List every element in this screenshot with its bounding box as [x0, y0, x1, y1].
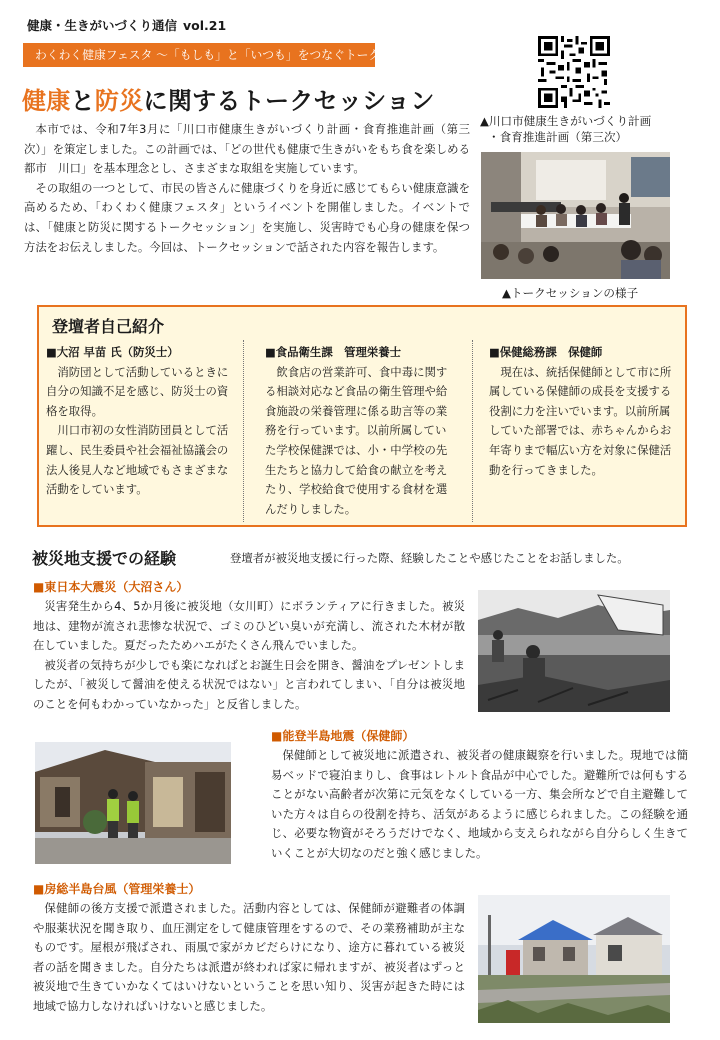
- section-title-boso: ■房総半島台風（管理栄養士）: [33, 882, 201, 896]
- section-body-boso: [33, 899, 465, 1017]
- qr-caption-line-1: ▲川口市健康生きがいづくり計画: [480, 114, 652, 128]
- title-health: 健康: [22, 87, 71, 115]
- noto-photo: [35, 742, 231, 864]
- intro-text: [24, 120, 470, 257]
- volume-number: vol.21: [183, 18, 227, 33]
- profile-body-onuma-2: 川口市初の女性消防団員として活躍し、民生委員や社会福祉協議会の法人後見人など地域でもさまざまな活動をしています。: [46, 423, 229, 497]
- boso-photo: [478, 895, 670, 1023]
- title-bousai: 防災: [94, 87, 144, 115]
- section-body-boso-1: 保健師の後方支援で派遣されました。活動内容としては、保健師が避難者の体調や服薬状況を聞き取り、血圧測定をして健康管理をするので、その業務補助が主なものです。屋根が飛ばされ、雨風で家がカビだらけになり、途方に暮れている被災者の話を聞きました。自分たちは派遣が終われば家に帰れますが、被災者はずっと被災地で生きていかなくてはいけないということを思い知り、災害が起きた時には地域で協力しなければいけないと感じました。: [33, 901, 465, 1013]
- section-title-noto: ■能登半島地震（保健師）: [271, 729, 415, 743]
- page-title: [22, 81, 435, 116]
- talk-session-caption: ▲トークセッションの様子: [502, 286, 639, 300]
- profile-column-nurse: [489, 343, 677, 480]
- profile-title: 登壇者自己紹介: [52, 317, 165, 336]
- section-body-higashinihon: [33, 597, 465, 715]
- qr-code[interactable]: [538, 36, 610, 108]
- section-body-noto: [271, 746, 688, 864]
- profile-divider-1: [243, 340, 244, 522]
- newsletter-title: [27, 16, 226, 34]
- experience-intro: 登壇者が被災地支援に行った際、経験したことや感じたことをお話しました。: [230, 551, 629, 565]
- section-body-noto-1: 保健師として被災地に派遣され、被災者の健康観察を行いました。現地では簡易ベッドで寝泊まりし、食事はレトルト食品が中心でした。避難所では何もすることがない高齢者が次第に元気をなくしている一方、集会所などで自主避難していた方々は自らの役割を持ち、活気があるように感じられました。この経験を通じ、必要な物資がそろうだけでなく、地域から支えられながら自分らしく生きていくことが大切なのだと強く感じました。: [271, 748, 688, 860]
- profile-column-onuma: [46, 343, 234, 500]
- title-to: と: [70, 87, 95, 115]
- title-rest: に関するトークセッション: [143, 87, 435, 115]
- experience-title: 被災地支援での経験: [32, 549, 177, 568]
- profile-body-onuma-1: 消防団として活動しているときに自分の知識不足を感じ、防災士の資格を取得。: [46, 364, 229, 418]
- profile-head-nurse: ■保健総務課 保健師: [489, 345, 603, 359]
- qr-caption: [480, 113, 651, 145]
- profile-body-nurse: 現在は、統括保健師として市に所属している保健師の成長を支援する役割に力を注いでいます。以前所属していた部署では、赤ちゃんからお年寄りまで幅広い方を対象に保健活動を行ってきました。: [489, 364, 672, 477]
- event-banner: わくわく健康フェスタ 〜「もしも」と「いつも」をつなぐトーク〜: [23, 43, 375, 67]
- talk-session-photo: [481, 152, 670, 279]
- qr-caption-line-2: ・食育推進計画（第三次）: [488, 130, 628, 144]
- section-body-higashinihon-2: 被災者の気持ちが少しでも楽になればとお誕生日会を開き、醤油をプレゼントしましたが、「被災して醤油を使える状況ではない」と言われてしまい、「自分は被災地のことを何もわかっていなかった」と反省しました。: [33, 657, 465, 711]
- profile-body-nutritionist: 飲食店の営業許可、食中毒に関する相談対応など食品の衛生管理や給食施設の栄養管理に係る助言等の業務を行っています。以前所属していた学校保健課では、小・中学校の先生たちと協力して給食の献立を考えたり、学校給食で使用する食材を選んだりしました。: [265, 364, 448, 516]
- newsletter-name: 健康・生きがいづくり通信: [27, 18, 178, 33]
- intro-paragraph-1: 本市では、令和7年3月に「川口市健康生きがいづくり計画・食育推進計画（第三次）」を策定しました。この計画では、「どの世代も健康で生きがいをもち食を楽しめる都市 川口」を基本理念とし、さまざまな取組を実施しています。: [24, 122, 470, 176]
- section-title-higashinihon: ■東日本大震災（大沼さん）: [33, 580, 189, 594]
- section-body-higashinihon-1: 災害発生から4、5か月後に被災地（女川町）にボランティアに行きました。被災地は、建物が流され悲惨な状況で、ゴミのひどい臭いが充満し、流された木材が散在していました。夏だったためハエがたくさん飛んでいました。: [33, 599, 465, 653]
- intro-paragraph-2: その取組の一つとして、市民の皆さんに健康づくりを身近に感じてもらい健康意識を高めるため、「わくわく健康フェスタ」というイベントを開催しました。イベントでは、「健康と防災に関するトークセッション」を実施し、災害時でも心身の健康を保つ方法をお伝えしました。今回は、トークセッションで話された内容を報告します。: [24, 180, 470, 254]
- volunteer-photo: [478, 590, 670, 712]
- profile-head-nutritionist: ■食品衛生課 管理栄養士: [265, 345, 402, 359]
- profile-divider-2: [472, 340, 473, 522]
- profile-column-nutritionist: [265, 343, 453, 519]
- profile-head-onuma: ■大沼 早苗 氏（防災士）: [46, 345, 179, 359]
